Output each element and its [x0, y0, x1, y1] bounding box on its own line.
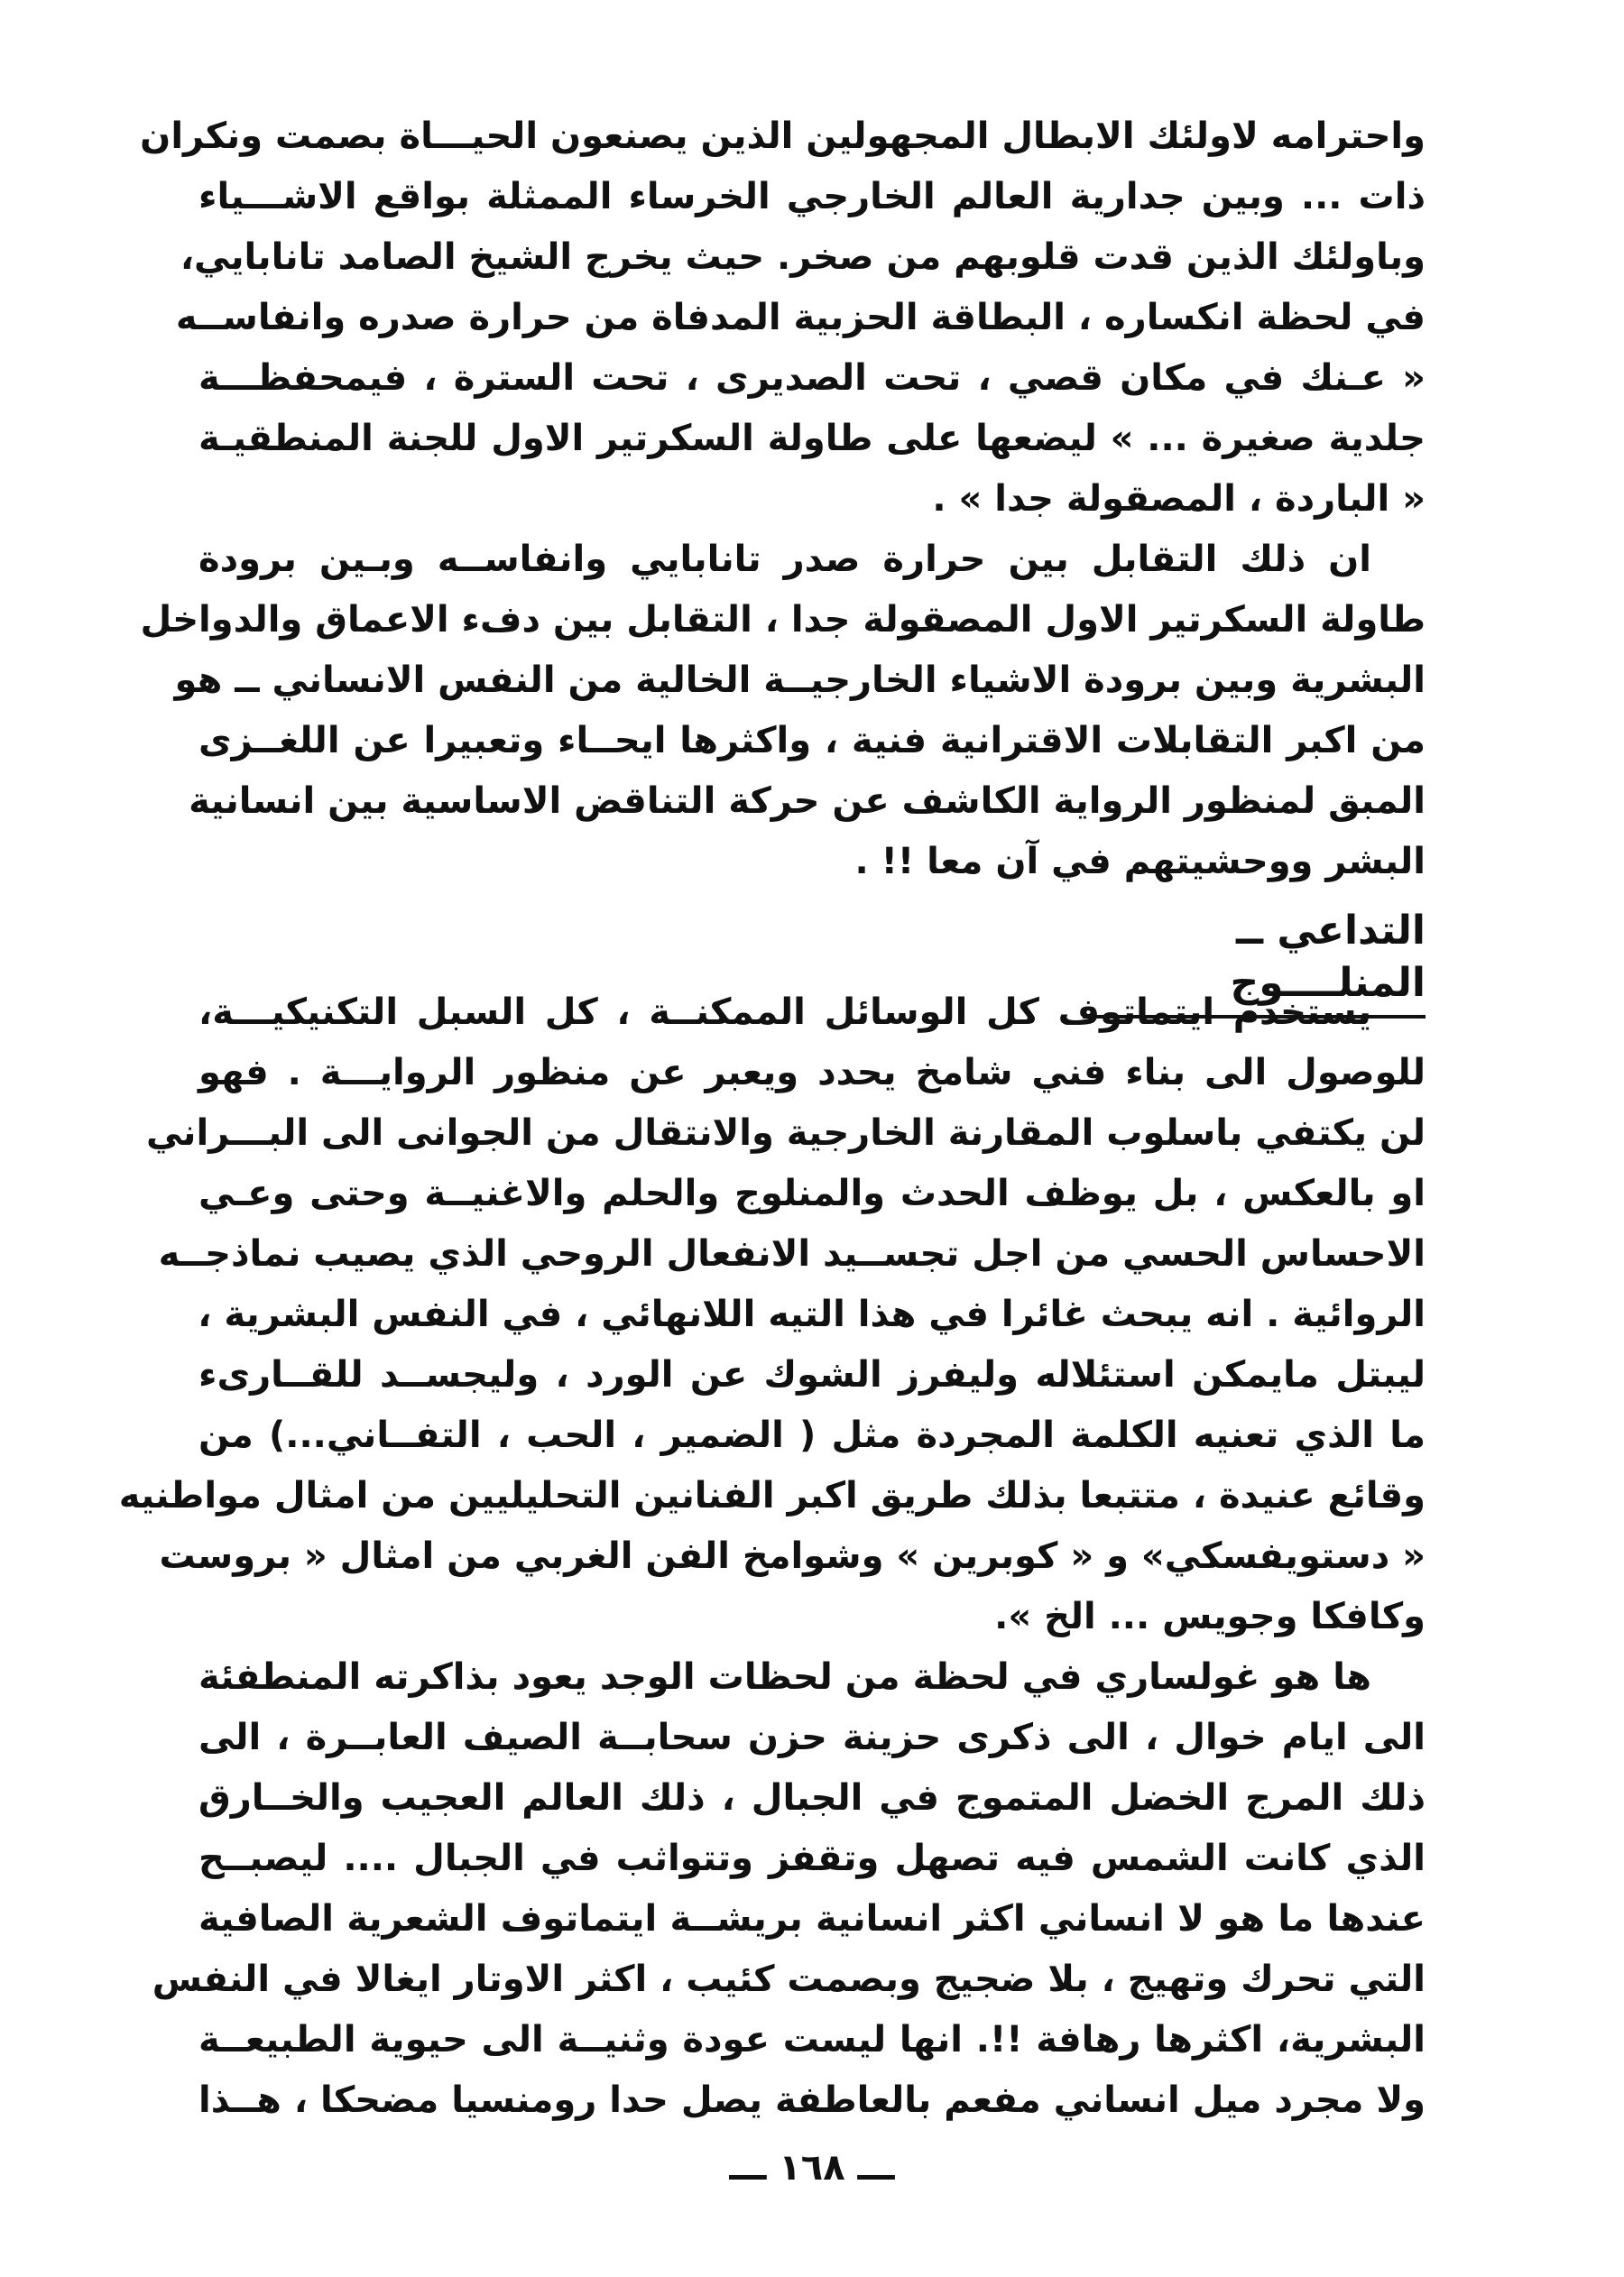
page-body — [118, 106, 1426, 2131]
text-line: جلدية صغيرة ... » ليضعها على طاولة السكرتير الاول للجنة المنطقيـة — [198, 418, 1426, 459]
text-line: عندها ما هو لا انساني اكثر انسانية بريشــة ايتماتوف الشعرية الصافية — [198, 1898, 1426, 1940]
text-line: او بالعكس ، بل يوظف الحدث والمنلوج والحلم والاغنيــة وحتى وعـي — [198, 1173, 1426, 1214]
page-number: ـــ ١٦٨ ـــ — [729, 2147, 895, 2189]
text-line: من اكبر التقابلات الاقترانية فنية ، واكثرها ايحــاء وتعبيرا عن اللغــزى — [198, 720, 1426, 761]
text-line: « عـنك في مكان قصي ، تحت الصديرى ، تحت السترة ، فيمحفظـــة — [198, 357, 1426, 399]
text-line: المبق لمنظور الرواية الكاشف عن حركة التناقض الاساسية بين انسانية — [189, 780, 1426, 822]
text-line: الروائية . انه يبحث غائرا في هذا التيه اللانهائي ، في النفس البشرية ، — [198, 1294, 1426, 1335]
text-line: الى ايام خوال ، الى ذكرى حزينة حزن سحابــة الصيف العابــرة ، الى — [198, 1717, 1426, 1758]
text-line: وقائع عنيدة ، متتبعا بذلك طريق اكبر الفنانين التحليليين من امثال مواطنيه — [118, 1475, 1426, 1516]
text-line: ذلك المرج الخضل المتموج في الجبال ، ذلك العالم العجيب والخــارق — [198, 1777, 1426, 1819]
text-line: ذات ... وبين جدارية العالم الخارجي الخرساء الممثلة بواقع الاشـــياء — [198, 176, 1426, 217]
section-heading: التداعي ــ المنلــــوج — [1083, 905, 1426, 1019]
text-line: الاحساس الحسي من اجل تجســيد الانفعال الروحي الذي يصيب نماذجــه — [158, 1233, 1426, 1275]
text-line: « الباردة ، المصقولة جدا » . — [932, 478, 1426, 520]
text-line: طاولة السكرتير الاول المصقولة جدا ، التقابل بين دفء الاعماق والدواخل — [140, 599, 1426, 641]
text-line: البشرية، اكثرها رهافة !!. انها ليست عودة وثنيــة الى حيوية الطبيعــة — [198, 2019, 1426, 2060]
text-line: للوصول الى بناء فني شامخ يحدد ويعبر عن منظور الروايـــة . فهو — [198, 1052, 1426, 1093]
text-line: البشر ووحشيتهم في آن معا !! . — [854, 841, 1426, 882]
text-line: « دستويفسكي» و « كوبرين » وشوامخ الفن الغربي من امثال « بروست — [159, 1535, 1426, 1577]
text-line: يستخدم ايتماتوف كل الوسائل الممكنــة ، كل السبل التكنيكيـــة، — [198, 991, 1371, 1033]
text-line: ها هو غولساري في لحظة من لحظات الوجد يعود بذاكرته المنطفئة — [198, 1656, 1371, 1698]
text-line: لن يكتفي باسلوب المقارنة الخارجية والانتقال من الجوانى الى البـــراني — [145, 1112, 1426, 1154]
text-line: التي تحرك وتهيج ، بلا ضجيج وبصمت كئيب ، اكثر الاوتار ايغالا في النفس — [152, 1959, 1426, 2000]
section-heading-wrapper — [198, 905, 1426, 1006]
text-line: في لحظة انكساره ، البطاقة الحزبية المدفاة من حرارة صدره وانفاســه — [175, 297, 1426, 338]
text-line: ما الذي تعنيه الكلمة المجردة مثل ( الضمير ، الحب ، التفــاني...) من — [198, 1415, 1426, 1456]
text-line: الذي كانت الشمس فيه تصهل وتقفز وتتواثب في الجبال .... ليصبــح — [198, 1838, 1426, 1879]
text-line: البشرية وبين برودة الاشياء الخارجيــة الخالية من النفس الانساني ــ هو — [174, 659, 1426, 701]
paragraph-1 — [140, 106, 1426, 530]
text-line: ان ذلك التقابل بين حرارة صدر تانابايي وانفاســه وبـين برودة — [198, 539, 1371, 580]
text-line: وباولئك الذين قدت قلوبهم من صخر. حيث يخرج الشيخ الصامد تانابايي، — [180, 236, 1426, 278]
text-line: ليبتل مايمكن استئلاله وليفرز الشوك عن الورد ، وليجســد للقــارىء — [198, 1354, 1426, 1396]
paragraph-2 — [140, 530, 1426, 892]
text-line: واحترامه لاولئك الابطال المجهولين الذين يصنعون الحيـــاة بصمت ونكران — [140, 115, 1426, 157]
paragraph-4 — [152, 1647, 1426, 2131]
paragraph-3 — [118, 982, 1426, 1647]
text-line: ولا مجرد ميل انساني مفعم بالعاطفة يصل حدا رومنسيا مضحكا ، هــذا — [198, 2079, 1426, 2121]
text-line: وكافكا وجويس ... الخ ». — [994, 1596, 1426, 1637]
